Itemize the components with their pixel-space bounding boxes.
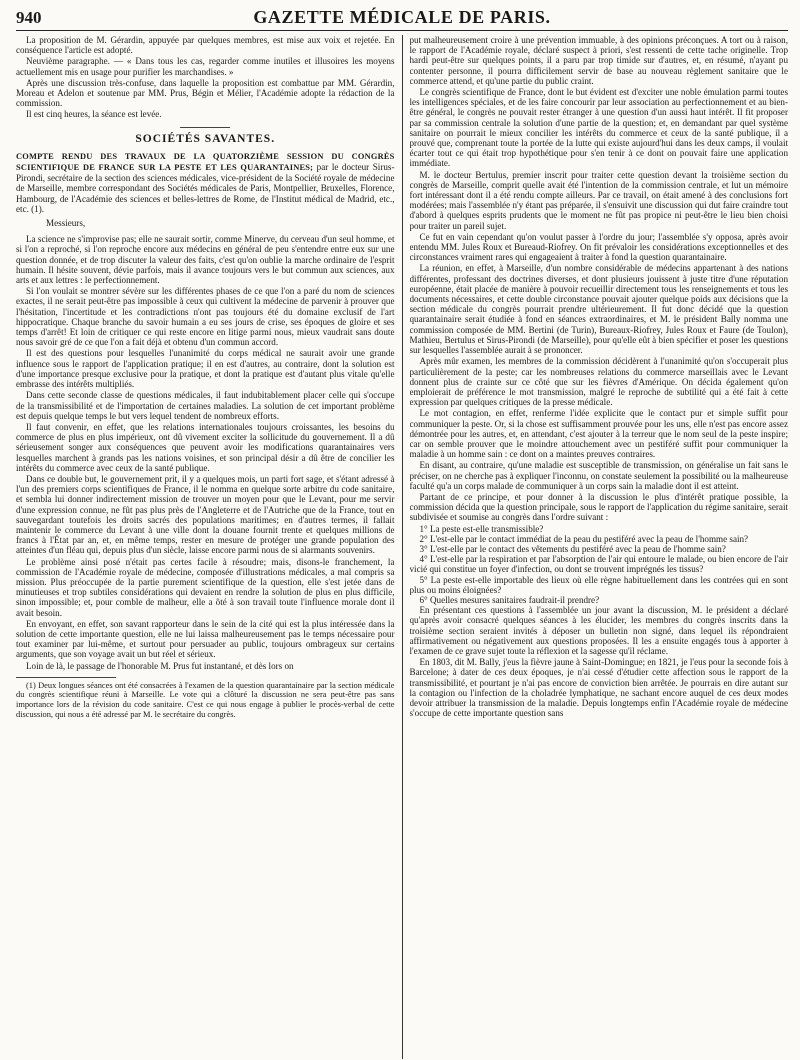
page-number: 940 (16, 8, 42, 27)
report-heading-caps: COMPTE RENDU DES TRAVAUX DE LA QUATORZIÈME SESSION DU CONGRÈS SCIENTIFIQUE DE FRANCE SUR LA PESTE ET LES QUARANTAINES; (16, 151, 395, 173)
body-paragraph: La réunion, en effet, à Marseille, d'un nombre considérable de médecins appartenant à des nations différentes, professant des doctrines diverses, et dont plusieurs jouissent à juste titre d'une réputation européenne, était placée de manière à pouvoir recueillir directement tous les renseignements et tous les documents nécessaires, et cette double circonstance pouvait ajouter quelque poids aux décisions que la section médicale du congrès pourrait prendre ultérieurement. Il fut donc décidé que la question quarantainaire serait étudiée à fond en séances extraordinaires, et M. le président Bally nomma une commission composée de MM. Bertini (de Turin), Bureaux-Riofrey, Jules Roux et Faure (de Toulon), Mathieu, Bertulus et Sirus-Pirondi (de Marseille), pour qu'elle eût à bien spécifier et poser les questions sur lesquelles l'assemblée aurait à se prononcer. (409, 263, 788, 356)
body-paragraph: Si l'on voulait se montrer sévère sur les différentes phases de ce que l'on a paré du nom de sciences exactes, il ne serait peut-être pas impossible à ceux qui cultivent la médecine de parvenir à prouver que l'hésitation, l'incertitude et les contradictions n'ont pas toujours été du domaine exclusif de l'art hippocratique. Chaque branche du savoir humain a eu ses jours de crise, ses époques de gloire et ses temps d'arrêt! Et loin de critiquer ce qui reste encore en litige parmi nous, mieux vaudrait sans doute nous savoir gré de ce que l'on a fait déjà et obtenu d'un commun accord. (16, 286, 395, 348)
body-paragraph: Ce fut en vain cependant qu'on voulut passer à l'ordre du jour; l'assemblée s'y opposa, après avoir entendu MM. Jules Roux et Bureaud-Riofrey. On fit prévaloir les considérations exceptionnelles et des circonstances vraiment rares qui engageaient à traiter à fond la question quarantainaire. (409, 231, 788, 263)
intro-paragraph: Neuvième paragraphe. — « Dans tous les cas, regarder comme inutiles et illusoires les moyens actuellement mis en usage pour purifier les marchandises. » (16, 56, 395, 77)
intro-paragraph: Il est cinq heures, la séance est levée. (26, 109, 162, 120)
question-item: 1° La peste est-elle transmissible? (419, 523, 544, 534)
column-divider (402, 35, 403, 1059)
body-paragraph: Partant de ce principe, et pour donner à la discussion le plus d'intérêt pratique possible, la commission décida que la question principale, sous le rapport de l'application du régime sanitaire, serait subdivisée et soumise au congrès dans l'ordre suivant : (409, 491, 788, 523)
body-paragraph: Il faut convenir, en effet, que les relations internationales toujours croissantes, les besoins du commerce de plus en plus impérieux, ont dû vivement exciter la sollicitude du gouvernement. Il a dû sérieusement songer aux conséquences que peuvent avoir les modifications quarantainaires vers lesquelles marchent à grands pas les nations voisines, et son principal désir a dû être de concilier les intérêts du commerce avec ceux de la santé publique. (16, 421, 395, 473)
body-paragraph: Loin de là, le passage de l'honorable M. Prus fut instantané, et dès lors on (26, 660, 294, 671)
left-column (16, 35, 395, 1059)
intro-paragraph: La proposition de M. Gérardin, appuyée par quelques membres, est mise aux voix et rejetée. En conséquence l'article est adopté. (16, 35, 395, 56)
body-paragraph: Le mot contagion, en effet, renferme l'idée explicite que le contact pur et simple suffit pour communiquer la peste. Or, si la chose est suffisamment prouvée pour les uns, elle n'est pas encore assez démontrée pour les autres, et, en attendant, c'est ajouter à la terreur que le nom seul de la peste inspire; car on semble prouver que le moindre attouchement avec un pestiféré suffit pour communiquer la maladie à un homme sain : ce dont on a maintes preuves contraires. (409, 408, 788, 460)
question-item: 4° L'est-elle par la respiration et par l'absorption de l'air qui entoure le malade, ou bien encore de l'air vicié qui constitue un foyer d'infection, ou dont se trouvent imprégnés les tissus? (409, 554, 788, 575)
page-header (16, 6, 788, 31)
body-paragraph: M. le docteur Bertulus, premier inscrit pour traiter cette question devant la troisième section du congrès de Marseille, comprit quelle avait été l'intention de la commission centrale, et lut un mémoire fort intéressant dont il a été rendu compte ailleurs. Par ce travail, on était amené à des conclusions fort modérées; mais l'assemblée n'y étant pas préparée, il s'ensuivit une discussion qui dut faire craindre tout d'abord à quelques esprits prudents que le moment ne fût pas propice ni peut-être le lieu bien choisi pour traiter un pareil sujet. (409, 169, 788, 231)
footnote: (1) Deux longues séances ont été consacrées à l'examen de la question quarantainaire par la section médicale du congrès scientifique réuni à Marseille. Le vote qui a clôturé la discussion ne sera peut-être pas sans importance lors de la révision du code sanitaire. C'est ce qui nous engage à publier le procès-verbal de cette discussion, qui nous a été adressé par M. le secrétaire du congrès. (16, 680, 395, 719)
body-paragraph: Le congrès scientifique de France, dont le but évident est d'exciter une noble émulation parmi toutes les intelligences spéciales, et de les faire concourir par leur association au perfectionnement et au bien-être général, le congrès ne pouvait rester étranger à une question d'un aussi haut intérêt. Il fit proposer par sa commission centrale la solution d'une partie de la question; et, en demandant par quel système sanitaire on pourrait le mieux concilier les intérêts du commerce et ceux de la santé publique, il a prouvé que, comprenant toute la portée de la lutte qui existe aujourd'hui dans les deux camps, il voulait écarter tout ce qui était trop hypothétique pour s'en tenir à ce dont on pouvait faire une application immédiate. (409, 87, 788, 169)
journal-title: GAZETTE MÉDICALE DE PARIS. (253, 7, 551, 27)
body-paragraph: La science ne s'improvise pas; elle ne saurait sortir, comme Minerve, du cerveau d'un seul homme, et si l'on a reproché, si l'on reproche encore aux médecins en général de peu s'entendre entre eux sur une question donnée, et de trop discuter la valeur des faits, c'est qu'on oublie la marche ordinaire de l'esprit humain. Il hésite souvent, dévie parfois, mais il avance toujours vers le but commun aux sciences, aux arts et aux lettres : le perfectionnement. (16, 234, 395, 286)
body-paragraph: En disant, au contraire, qu'une maladie est susceptible de transmission, on généralise un fait sans le préciser, on ne cherche pas à expliquer l'inconnu, on constate seulement la possibilité ou la malheureuse faculté qu'a un corps malade de communiquer à un corps sain la maladie dont il est atteint. (409, 460, 788, 491)
report-heading-rest: par le docteur Sirus-Pirondi, secrétaire de la section des sciences médicales, vice-président de la Société royale de médecine de Marseille, membre correspondant des Sociétés médicales de Paris, Montpellier, Bruxelles, Florence, Hambourg, de l'Académie des sciences et belles-lettres de Rome, de l'Institut médical de Madrid, etc., etc. (1). (16, 162, 395, 214)
columns (16, 35, 788, 1059)
intro-paragraph: Après une discussion très-confuse, dans laquelle la proposition est combattue par MM. Gérardin, Moreau et Adelon et soutenue par MM. Prus, Bégin et Mélier, l'Académie adopte la rédaction de la commission. (16, 77, 395, 109)
salutation: Messieurs, (46, 218, 86, 229)
body-paragraph: En 1803, dit M. Bally, j'eus la fièvre jaune à Saint-Domingue; en 1821, je l'eus pour la seconde fois à Barcelone; à dater de ces deux époques, je n'ai cessé d'étudier cette affection sous le rapport de la transmissibilité, et pourtant je n'ai pas encore de conviction bien arrêtée. Je pourrais en dire autant sur la contagion ou l'infection de la choladrée lymphatique, ne sachant encore auquel de ces deux modes devoir attribuer la transmission de la maladie. Depuis longtemps enfin l'Académie royale de médecine s'occupe de cette importante question sans (409, 657, 788, 719)
separator-rule (180, 127, 230, 128)
report-heading (16, 151, 395, 214)
body-paragraph: En envoyant, en effet, son savant rapporteur dans le sein de la cité qui est la plus intéressée dans la solution de cette importante question, elle ne lui laissa malheureusement pas le temps nécessaire pour tout examiner par lui-même, et surtout pour persuader au public, toujours ombrageux sur certains arguments, que son voyage avait un but réel et sérieux. (16, 618, 395, 660)
section-title: SOCIÉTÉS SAVANTES. (135, 132, 276, 145)
footnote-rule (16, 677, 116, 678)
body-paragraph: put malheureusement croire à une prévention immuable, à des opinions préconçues. A tort ou à raison, le rapport de l'Académie royale, déclaré suspect à priori, s'est ressenti de cette tache originelle. Trop hardi peut-être sur quelques points, il a paru par trop timide sur d'autres, et, en résumé, n'ayant pu contenter personne, il pourra difficilement servir de base au nouveau règlement sanitaire que le commerce attend, et qu'une partie du public craint. (409, 35, 788, 86)
question-item: 5° La peste est-elle importable des lieux où elle règne habituellement dans les contrées qui en sont plus ou moins éloignées? (409, 574, 788, 595)
body-paragraph: Il est des questions pour lesquelles l'unanimité du corps médical ne saurait avoir une grande influence sous le rapport de l'application pratique; il en est d'autres, au contraire, dont la solution est d'une importance presque exclusive pour la pratique, et dont la pratique est d'autant plus vitale qu'elle embrasse des intérêts multipliés. (16, 348, 395, 390)
body-paragraph: Dans cette seconde classe de questions médicales, il faut indubitablement placer celle qui s'occupe de la transmissibilité et de l'importation de certaines maladies. La solution de cet important problème est depuis quelque temps le but vers lequel tendent de nombreux efforts. (16, 390, 395, 421)
body-paragraph: Dans ce double but, le gouvernement prit, il y a quelques mois, un parti fort sage, et s'étant adressé à l'un des premiers corps scientifiques de France, il le nomma en quelque sorte arbitre du code sanitaire, et sembla lui donner indirectement mission de trouver un moyen pour que le Levant, pour me servir d'une expression connue, ne fût pas plus près de l'Angleterre et de l'Autriche que de la France, tout en sauvegardant toutefois les droits sacrés des populations maritimes; en d'autres termes, il fallait maintenir le commerce du Levant à une ville dont la douane fournit trente et quelques millions de francs à l'État par an, et, en même temps, rester en mesure de protéger une grande population des atteintes d'un fléau qui, depuis plus d'un siècle, laisse encore parmi nous de si alarmants souvenirs. (16, 473, 395, 556)
question-item: 6° Quelles mesures sanitaires faudrait-il prendre? (419, 594, 600, 605)
question-item: 2° L'est-elle par le contact immédiat de la peau du pestiféré avec la peau de l'homme sain? (419, 533, 749, 544)
body-paragraph: Après mûr examen, les membres de la commission décidèrent à l'unanimité qu'on s'occuperait plus particulièrement de la peste; car les nombreuses relations du commerce marseillais avec le Levant donnent plus de crainte sur ce côté que sur les fièvres d'Amérique. On décida également qu'on emploierait de préférence le mot transmission, malgré le reproche de subtilité qui a été fait à cette expression par quelques critiques de la presse médicale. (409, 356, 788, 408)
body-paragraph: Le problème ainsi posé n'était pas certes facile à résoudre; mais, disons-le franchement, la commission de l'Académie royale de médecine, composée d'illustrations médicales, a mal compris sa mission. Plus préoccupée de la partie purement scientifique de la question, elle s'est jetée dans de minutieuses et trop subtiles considérations qui devaient en rendre la solution de plus en plus difficile, sinon impossible; et, pour comble de malheur, elle a ôté à son travail toute l'influence morale dont il avait besoin. (16, 556, 395, 618)
right-column (410, 35, 789, 1059)
body-paragraph: En présentant ces questions à l'assemblée un jour avant la discussion, M. le président a déclaré qu'après avoir consacré quelques séances à les élucider, les membres du congrès inscrits dans la troisième section seraient invités à déposer un bulletin non signé, dans lequel ils répondraient affirmativement ou négativement aux questions proposées. Il les a ensuite engagés tous à apporter à l'examen de ce grave sujet toute la réflexion et la sagesse qu'il réclame. (409, 605, 788, 656)
question-item: 3° L'est-elle par le contact des vêtements du pestiféré avec la peau de l'homme sain? (419, 543, 726, 554)
